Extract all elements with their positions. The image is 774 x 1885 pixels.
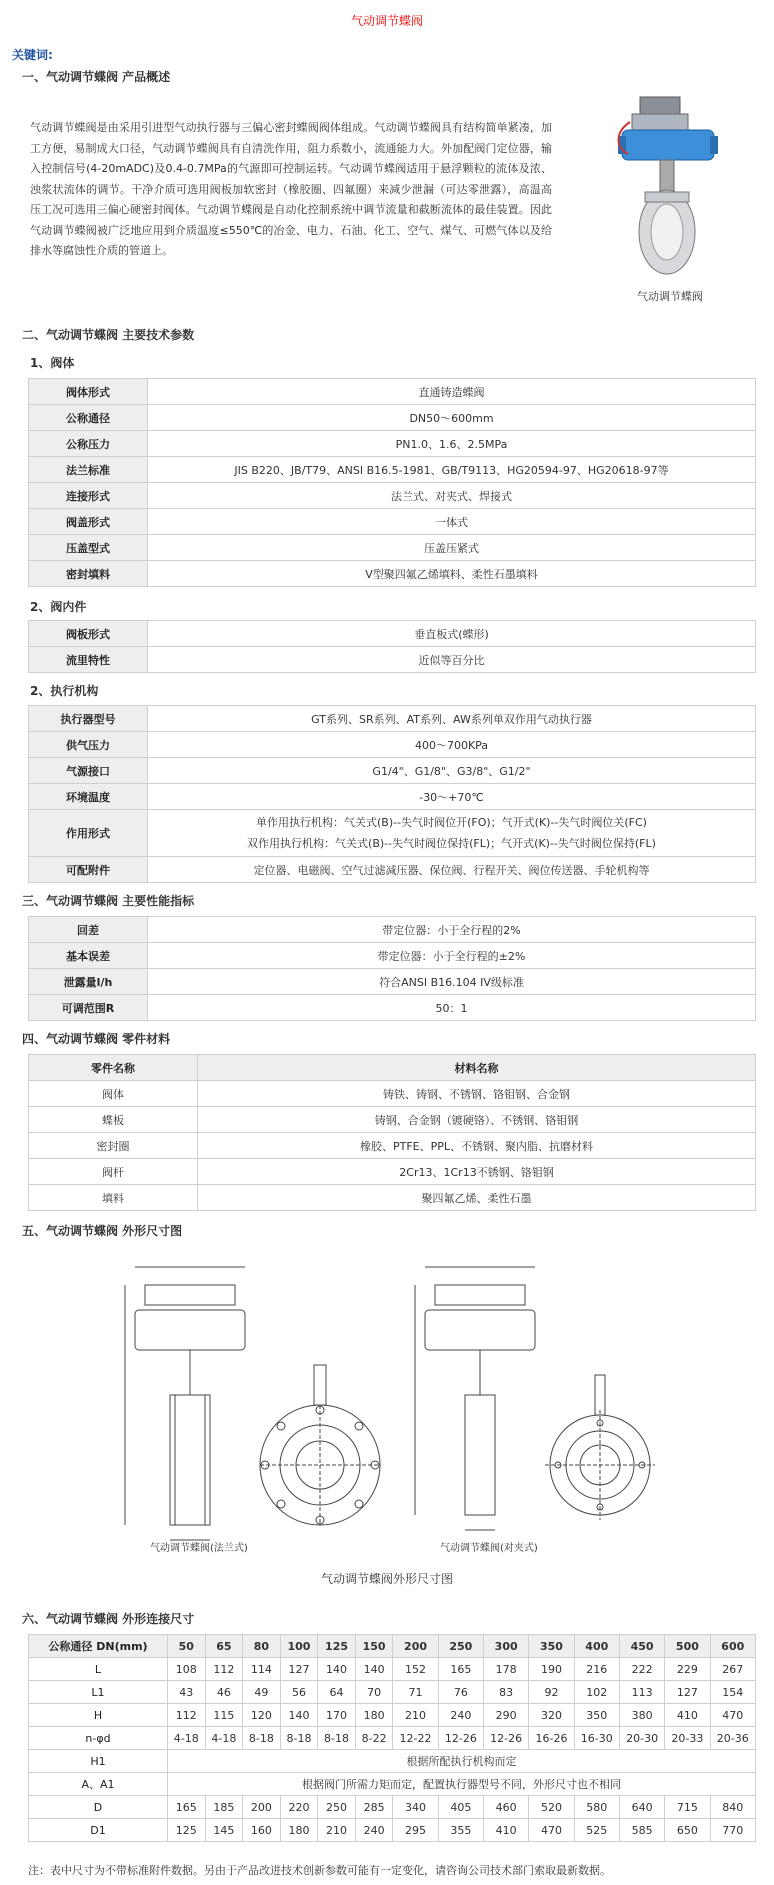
table-row: 阀体 铸铁、铸钢、不锈钢、铬钼钢、合金钢 [29,1081,756,1107]
table-row: 填料 聚四氟乙烯、柔性石墨 [29,1185,756,1211]
actuator-table [28,705,756,883]
table-row: 公称通径 DN50～600mm [29,405,756,431]
table-row: 作用形式 单作用执行机构：气关式(B)--失气时阀位开(FO)；气开式(K)--失气时阀位关(FC) 双作用执行机构：气关式(B)--失气时阀位保持(FL)；气开式(K)--失气时阀位保持(FL) [29,810,756,857]
table-row: n-φd 4-18 4-18 8-18 8-18 8-18 8-22 12-22 12-26 12-26 16-26 16-30 20-30 20-33 20-36 [29,1727,756,1750]
material-table [28,1054,756,1211]
sub-actuator: 2、执行机构 [30,684,99,698]
table-row: D1 125 145 160 180 210 240 295 355 410 470 525 585 650 770 [29,1819,756,1842]
table-row: 零件名称 材料名称 [29,1055,756,1081]
page-title: 气动调节蝶阀 [350,14,423,28]
sub-body: 1、阀体 [30,356,75,370]
section-connection-dims: 六、气动调节蝶阀 外形连接尺寸 [22,1612,195,1626]
table-row: 可调范围R 50：1 [29,995,756,1021]
table-row: 法兰标准 JIS B220、JB/T79、ANSI B16.5-1981、GB/T9113、HG20594-97、HG20618-97等 [29,457,756,483]
table-row: 压盖型式 压盖压紧式 [29,535,756,561]
dimension-drawing [120,1255,680,1555]
table-row: 可配附件 定位器、电磁阀、空气过滤减压器、保位阀、行程开关、阀位传送器、手轮机构等 [29,857,756,883]
section-dimension-drawing: 五、气动调节蝶阀 外形尺寸图 [22,1224,183,1238]
table-row: 公称压力 PN1.0、1.6、2.5MPa [29,431,756,457]
section-overview: 一、气动调节蝶阀 产品概述 [22,70,171,84]
table-row: H 112 115 120 140 170 180 210 240 290 320 350 380 410 470 [29,1704,756,1727]
table-row: 阀体形式 直通铸造蝶阀 [29,379,756,405]
table-row: 蝶板 铸钢、合金钢（镀硬铬）、不锈钢、铬钼钢 [29,1107,756,1133]
table-row: A、A1 根据阀门所需力矩而定，配置执行器型号不同，外形尺寸也不相同 [29,1773,756,1796]
table-row: 泄露量l/h 符合ANSI B16.104 IV级标准 [29,969,756,995]
right-drawing-caption: 气动调节蝶阀(对夹式) [440,1543,538,1554]
left-drawing-caption: 气动调节蝶阀(法兰式) [150,1543,248,1554]
table-row: L1 43 46 49 56 64 70 71 76 83 92 102 113 127 154 [29,1681,756,1704]
table-row: 连接形式 法兰式、对夹式、焊接式 [29,483,756,509]
section-performance: 三、气动调节蝶阀 主要性能指标 [22,894,195,908]
photo-caption: 气动调节蝶阀 [637,290,703,303]
section-tech-params: 二、气动调节蝶阀 主要技术参数 [22,328,195,342]
table-row: 气源接口 G1/4"、G1/8"、G3/8"、G1/2" [29,758,756,784]
table-row: D 165 185 200 220 250 285 340 405 460 520 580 640 715 840 [29,1796,756,1819]
table-row: 阀杆 2Cr13、1Cr13不锈钢、铬钼钢 [29,1159,756,1185]
table-row: 环境温度 -30～+70℃ [29,784,756,810]
table-row: 密封圈 橡胶、PTFE、PPL、不锈钢、聚内脂、抗磨材料 [29,1133,756,1159]
valve-photo [610,92,730,282]
footnote: 注：表中尺寸为不带标准附件数据。另由于产品改进技术创新参数可能有一定变化，请咨询公司技术部门索取最新数据。 [28,1864,611,1877]
dimension-table [28,1634,756,1842]
table-row: 流里特性 近似等百分比 [29,647,756,673]
table-row: 回差 带定位器：小于全行程的2% [29,917,756,943]
table-row: 基本误差 带定位器：小于全行程的±2% [29,943,756,969]
intro-text: 气动调节蝶阀是由采用引进型气动执行器与三偏心密封蝶阀阀体组成。气动调节蝶阀具有结构简单紧凑，加工方便，易制成大口径，气动调节蝶阀具有自清洗作用，阻力系数小，流通能力大。外加配阀门定位器，输入控制信号(4-20mADC)及0.4-0.7MPa的气源即可控制运转。气动调节蝶阀适用于悬浮颗粒的流体及浓、浊浆状流体的调节。干净介质可选用阀板加软密封（橡胶圈、四氟圈）来减少泄漏（可达零泄露），高温高压工况可选用三偏心硬密封阀体。气动调节蝶阀是自动化控制系统中调节流量和截断流体的最佳装置。因此气动调节蝶阀被广泛地应用到介质温度≤550℃的冶金、电力、石油、化工、空气、煤气、可燃气体以及给排水等腐蚀性介质的管道上。 [30,121,552,257]
table-row: 执行器型号 GT系列、SR系列、AT系列、AW系列单双作用气动执行器 [29,706,756,732]
trim-table [28,620,756,673]
drawing-caption: 气动调节蝶阀外形尺寸图 [320,1572,453,1586]
table-row: 公称通径 DN(mm) 50 65 80 100 125 150 200 250 300 350 400 450 500 600 [29,1635,756,1658]
table-row: 阀板形式 垂直板式(蝶形) [29,621,756,647]
table-row: 密封填料 V型聚四氟乙烯填料、柔性石墨填料 [29,561,756,587]
keywords-label: 关键词: [12,48,53,62]
table-row: H1 根据所配执行机构而定 [29,1750,756,1773]
body-table [28,378,756,587]
table-row: 供气压力 400～700KPa [29,732,756,758]
perf-table [28,916,756,1021]
table-row: 阀盖形式 一体式 [29,509,756,535]
table-row: L 108 112 114 127 140 140 152 165 178 190 216 222 229 267 [29,1658,756,1681]
sub-trim: 2、阀内件 [30,600,87,614]
section-materials: 四、气动调节蝶阀 零件材料 [22,1032,171,1046]
